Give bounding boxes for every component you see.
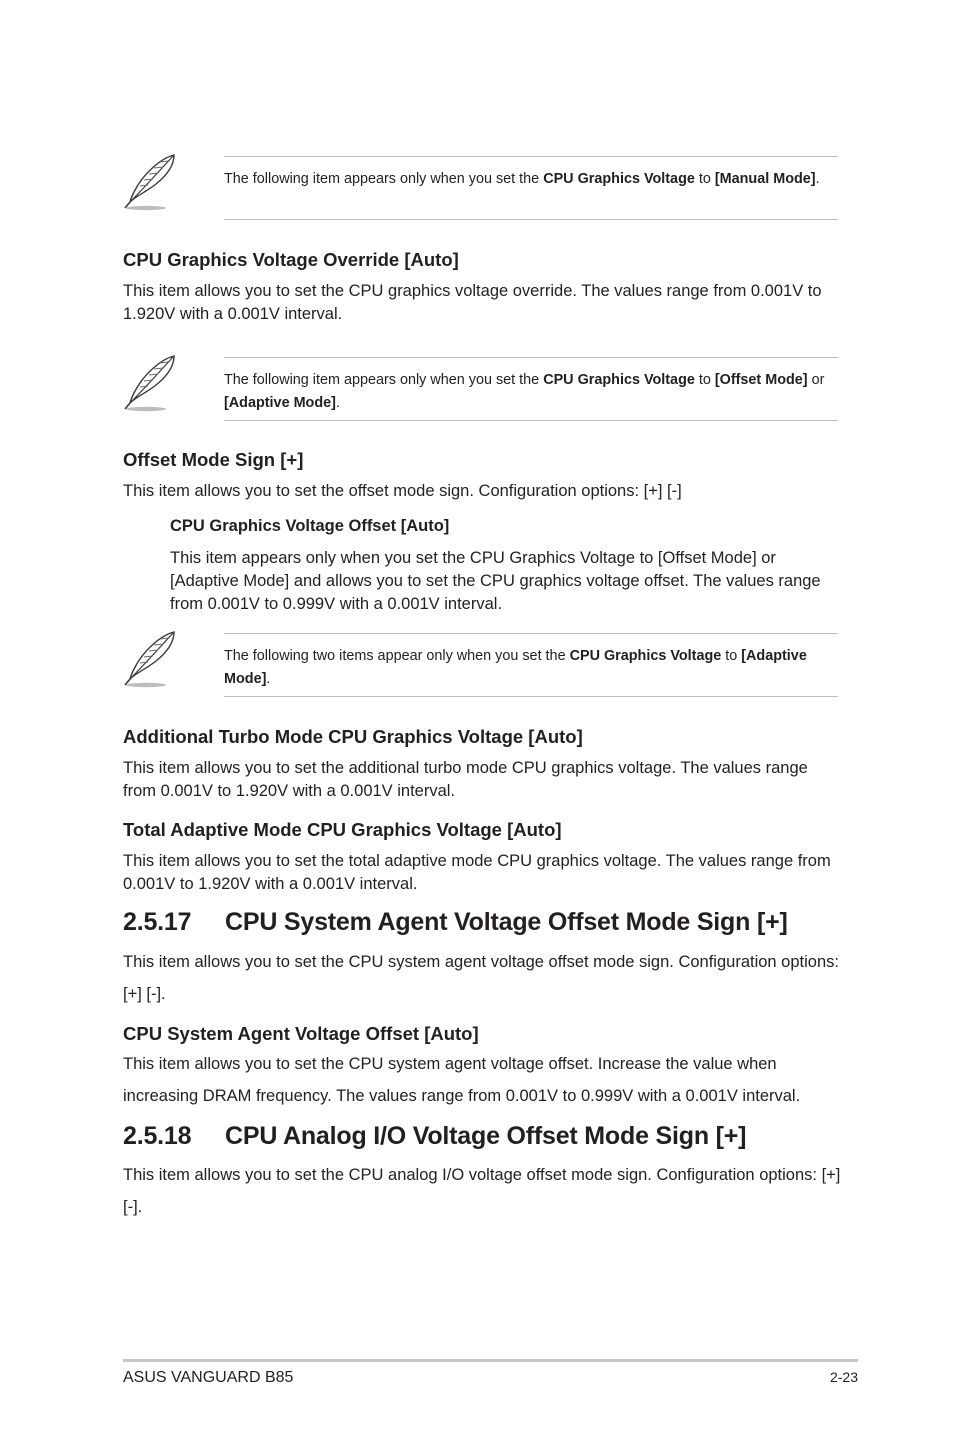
section-number: 2.5.17 — [123, 908, 192, 936]
section-2-5-17-title — [123, 908, 788, 937]
sa-offset-text: This item allows you to set the CPU system agent voltage offset. Increase the value when increasing DRAM frequency. The values range from 0.001V to 0.999V with a 0.001V interval. — [123, 1055, 801, 1105]
footer-page-number: 2-23 — [829, 1369, 858, 1385]
feather-quill-icon — [122, 629, 180, 689]
override-title: CPU Graphics Voltage Override [Auto] — [123, 249, 459, 270]
adaptive-text: This item allows you to set the total adaptive mode CPU graphics voltage. The values range from 0.001V to 1.920V with a 0.001V interval. — [123, 852, 831, 893]
section-title: CPU System Agent Voltage Offset Mode Sign [+] — [225, 908, 788, 936]
section-2-5-18-title — [123, 1122, 746, 1151]
turbo-text: This item allows you to set the additional turbo mode CPU graphics voltage. The values range from 0.001V to 1.920V with a 0.001V interval. — [123, 759, 808, 800]
turbo-title: Additional Turbo Mode CPU Graphics Voltage [Auto] — [123, 726, 583, 747]
adaptive-title: Total Adaptive Mode CPU Graphics Voltage [Auto] — [123, 819, 562, 840]
offset-sign-text: This item allows you to set the offset mode sign. Configuration options: [+] [-] — [123, 482, 682, 500]
s17-text: This item allows you to set the CPU system agent voltage offset mode sign. Configuration options: [+] [-]. — [123, 953, 839, 1003]
feather-quill-icon — [122, 353, 180, 413]
note-text: The following item appears only when you set the CPU Graphics Voltage to [Manual Mode]. — [224, 156, 838, 220]
section-number: 2.5.18 — [123, 1122, 192, 1150]
offset-text: This item appears only when you set the CPU Graphics Voltage to [Offset Mode] or [Adaptive Mode] and allows you to set the CPU graphics voltage offset. The values range from 0.001V to 0.999V with a 0.001V interval. — [170, 549, 821, 613]
offset-sign-title: Offset Mode Sign [+] — [123, 449, 304, 470]
offset-title: CPU Graphics Voltage Offset [Auto] — [170, 517, 450, 535]
section-title: CPU Analog I/O Voltage Offset Mode Sign [+] — [225, 1122, 747, 1150]
feather-quill-icon — [122, 152, 180, 212]
s18-text: This item allows you to set the CPU analog I/O voltage offset mode sign. Configuration options: [+] [-]. — [123, 1166, 841, 1216]
note-text: The following two items appear only when you set the CPU Graphics Voltage to [Adaptive Mode]. — [224, 633, 838, 697]
footer-divider — [123, 1359, 858, 1362]
sa-offset-title: CPU System Agent Voltage Offset [Auto] — [123, 1023, 479, 1044]
footer-product-name: ASUS VANGUARD B85 — [123, 1369, 294, 1386]
override-text: This item allows you to set the CPU graphics voltage override. The values range from 0.001V to 1.920V with a 0.001V interval. — [123, 282, 822, 323]
note-text: The following item appears only when you set the CPU Graphics Voltage to [Offset Mode] or [Adaptive Mode]. — [224, 357, 838, 421]
